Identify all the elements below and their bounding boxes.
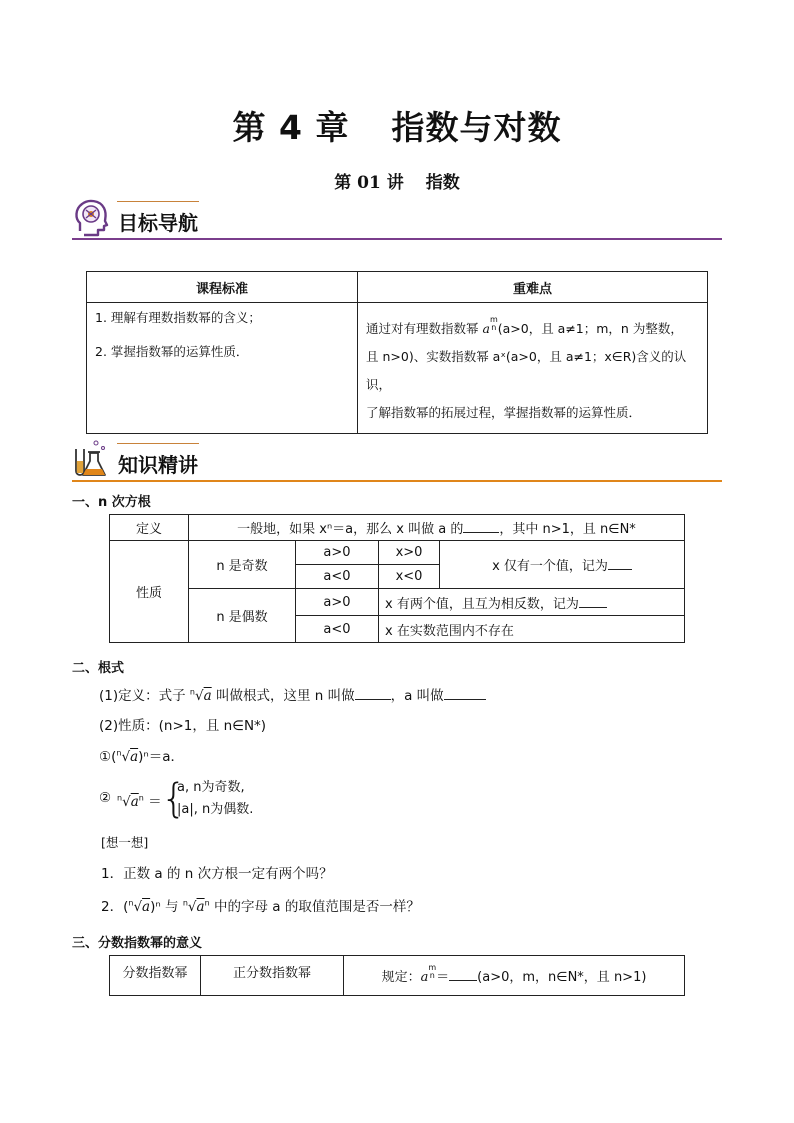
heading-nth-root: 一、n 次方根 [72, 495, 151, 510]
def-label: 定义 [110, 515, 189, 541]
key-points-cell [358, 303, 708, 434]
cond-a-neg: a<0 [296, 616, 379, 643]
cond-x-pos: x>0 [379, 541, 440, 565]
positive-frac-exp-label: 正分数指数幂 [201, 956, 344, 996]
frac-exp-label: 分数指数幂 [110, 956, 201, 996]
section-label: 目标导航 [118, 211, 198, 235]
col-header-key-points: 重难点 [358, 272, 708, 303]
think-label: [想一想] [101, 835, 149, 850]
col-header-standards: 课程标准 [87, 272, 358, 303]
radical-symbol: $^n$√a [189, 687, 212, 704]
brace: { [161, 776, 187, 822]
odd-label: n 是奇数 [189, 541, 296, 589]
cond-a-pos: a>0 [296, 541, 379, 565]
odd-result: x 仅有一个值，记为 [440, 541, 685, 589]
section-label: 知识精讲 [118, 453, 198, 477]
chapter-name: 指数与对数 [391, 108, 562, 147]
even-neg-result: x 在实数范围内不存在 [379, 616, 685, 643]
prop-label: 性质 [110, 541, 189, 643]
question-1: 1．正数 a 的 n 次方根一定有两个吗？ [101, 866, 333, 882]
standard-item: 2. 掌握指数幂的运算性质． [95, 344, 249, 359]
standards-cell [87, 303, 358, 434]
section-header-knowledge [72, 443, 722, 483]
even-label: n 是偶数 [189, 589, 296, 643]
def-text: 一般地，如果 xⁿ＝a，那么 x 叫做 a 的 ，其中 n>1，且 n∈N* [189, 515, 685, 541]
case-odd: a, n为奇数, [177, 780, 245, 795]
nth-root-table [109, 514, 685, 643]
question-2: 2．($^n$√a)ⁿ 与 $^n√a^n$ 中的字母 a 的取值范围是否一样？ [101, 898, 420, 915]
section-header-goals [72, 201, 722, 241]
even-pos-result: x 有两个值，且互为相反数，记为 [379, 589, 685, 616]
goals-table [86, 271, 708, 434]
cond-a-neg: a<0 [296, 565, 379, 589]
radical-property-1: ①($^n$√a)ⁿ＝a． [99, 748, 185, 765]
radical-definition: (1)定义：式子 $^n$√a 叫做根式，这里 n 叫做 ，a 叫做 [99, 684, 486, 704]
key-line-2: 且 n>0)、实数指数幂 aˣ(a>0，且 a≠1；x∈R)含义的认识， [366, 349, 687, 392]
positive-frac-exp-rule: 规定：a m n ＝ (a>0，m，n∈N*，且 n>1) [344, 956, 685, 996]
standard-item: 1. 理解有理数指数幂的含义； [95, 310, 261, 325]
cond-a-pos: a>0 [296, 589, 379, 616]
cond-x-neg: x<0 [379, 565, 440, 589]
lecture-name: 指数 [425, 173, 460, 193]
key-line-1: 通过对有理数指数幂 a m n (a>0，且 a≠1；m，n 为整数， [366, 314, 683, 336]
chapter-number: 第 4 章 [232, 108, 350, 147]
heading-radical: 二、根式 [72, 661, 125, 676]
radical-property-intro: (2)性质：(n>1，且 n∈N*) [99, 718, 267, 734]
lecture-title [0, 168, 794, 193]
key-line-3: 了解指数幂的拓展过程，掌握指数幂的运算性质． [366, 405, 642, 420]
fractional-exponent-table [109, 955, 685, 996]
lab-flask-icon [72, 439, 110, 479]
chapter-title [0, 102, 794, 149]
case-even: |a|, n为偶数. [177, 802, 254, 817]
lecture-number: 第 01 讲 [334, 173, 404, 193]
heading-fractional-exponent: 三、分数指数幂的意义 [72, 936, 203, 951]
brain-gear-icon [72, 197, 110, 237]
